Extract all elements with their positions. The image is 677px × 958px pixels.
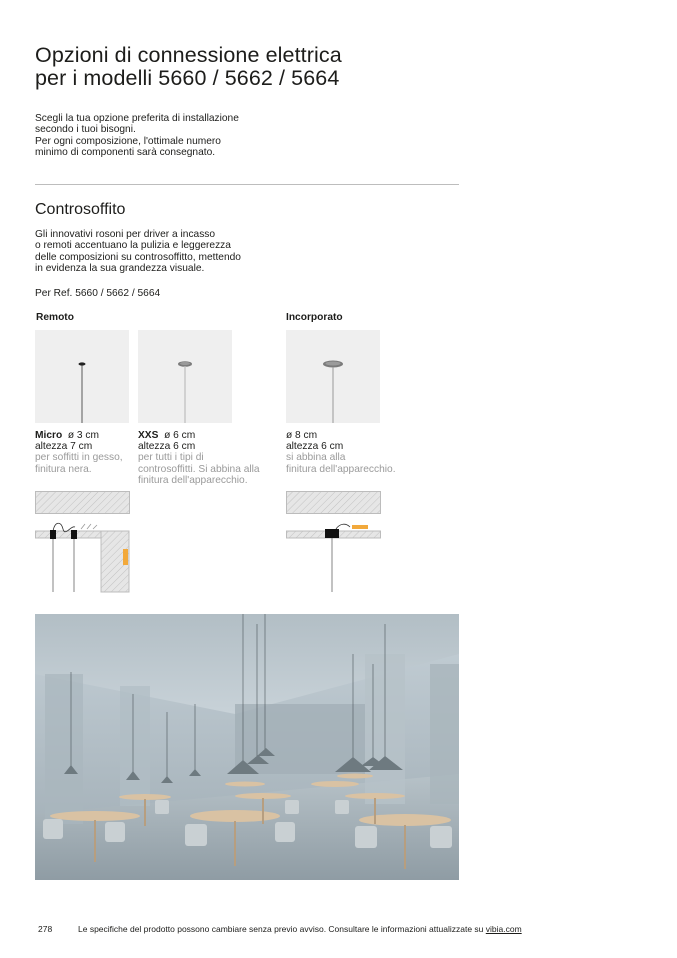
reference-text: Per Ref. 5660 / 5662 / 5664 xyxy=(35,288,161,299)
suspended-ceiling xyxy=(36,531,102,538)
option-note-line2: finitura nera. xyxy=(35,463,92,475)
micro-rosette-icon xyxy=(35,330,129,423)
section-line1: Gli innovativi rosoni per driver a incasso xyxy=(35,229,216,240)
option-caption-built-in xyxy=(286,430,426,475)
remote-driver xyxy=(123,549,128,565)
option-diameter: ø 3 cm xyxy=(67,430,99,441)
intro-line4: minimo di componenti sarà consegnato. xyxy=(35,146,216,158)
option-height: altezza 6 cm xyxy=(138,441,196,453)
product-image-xxs xyxy=(138,330,232,423)
built-in-rosette-icon xyxy=(286,330,380,423)
section-line2: o remoti accentuano la pulizia e leggerezza xyxy=(35,240,231,252)
page-title-line2: per i modelli 5660 / 5662 / 5664 xyxy=(35,66,340,90)
xxs-rosette-icon xyxy=(138,330,232,423)
section-line4: in evidenza la sua grandezza visuale. xyxy=(35,262,205,274)
option-note-line1: per soffitti in gesso, xyxy=(35,452,123,464)
ceiling-slab xyxy=(36,492,130,514)
option-note-line1: per tutti i tipi di xyxy=(138,452,204,464)
section-line3: delle composizioni su controsoffitto, mettendo xyxy=(35,251,241,263)
footer-notice-text: Le specifiche del prodotto possono cambiare senza previo avviso. Consultare le informazioni attualizzate su xyxy=(78,924,486,934)
intro-paragraph xyxy=(35,113,295,158)
built-in-installation-diagram xyxy=(286,491,382,593)
interior-photo xyxy=(35,614,459,880)
intro-line2: secondo i tuoi bisogni. xyxy=(35,124,136,136)
page-title xyxy=(35,44,342,90)
cable-dashes xyxy=(81,524,97,529)
intro-line3: Per ogni composizione, l'ottimale numero xyxy=(35,135,221,147)
group-label-built-in: Incorporato xyxy=(286,312,343,323)
remote-installation-diagram xyxy=(35,491,131,593)
option-diameter: ø 8 cm xyxy=(286,430,318,441)
option-note-line2: controsoffitti. Si abbina alla xyxy=(138,463,260,475)
option-name: Micro xyxy=(35,430,63,441)
built-in-rosette-section xyxy=(325,529,339,538)
micro-rosette-section xyxy=(71,530,77,539)
option-note-line1: si abbina alla xyxy=(286,452,346,464)
option-note-line3: finitura dell'apparecchio. xyxy=(138,474,248,486)
option-diameter: ø 6 cm xyxy=(164,430,196,441)
option-name: XXS xyxy=(138,430,159,441)
option-caption-xxs xyxy=(138,430,278,486)
product-image-built-in xyxy=(286,330,380,423)
product-image-micro xyxy=(35,330,129,423)
option-height: altezza 6 cm xyxy=(286,441,344,453)
micro-rosette-section xyxy=(50,530,56,539)
section-paragraph xyxy=(35,229,295,274)
group-label-remote: Remoto xyxy=(36,312,74,323)
ceiling-slab xyxy=(287,492,381,514)
restaurant-scene xyxy=(35,614,459,880)
intro-line1: Scegli la tua opzione preferita di installazione xyxy=(35,113,239,124)
page-number: 278 xyxy=(38,924,53,934)
option-note-line2: finitura dell'apparecchio. xyxy=(286,463,396,475)
footer-link[interactable]: vibia.com xyxy=(485,924,522,934)
built-in-driver xyxy=(352,525,368,529)
section-title: Controsoffito xyxy=(35,201,126,218)
option-height: altezza 7 cm xyxy=(35,441,93,453)
page-title-line1: Opzioni di connessione elettrica xyxy=(35,43,342,67)
cable-path xyxy=(336,524,350,529)
section-divider xyxy=(35,184,459,185)
footer-notice xyxy=(78,924,522,934)
